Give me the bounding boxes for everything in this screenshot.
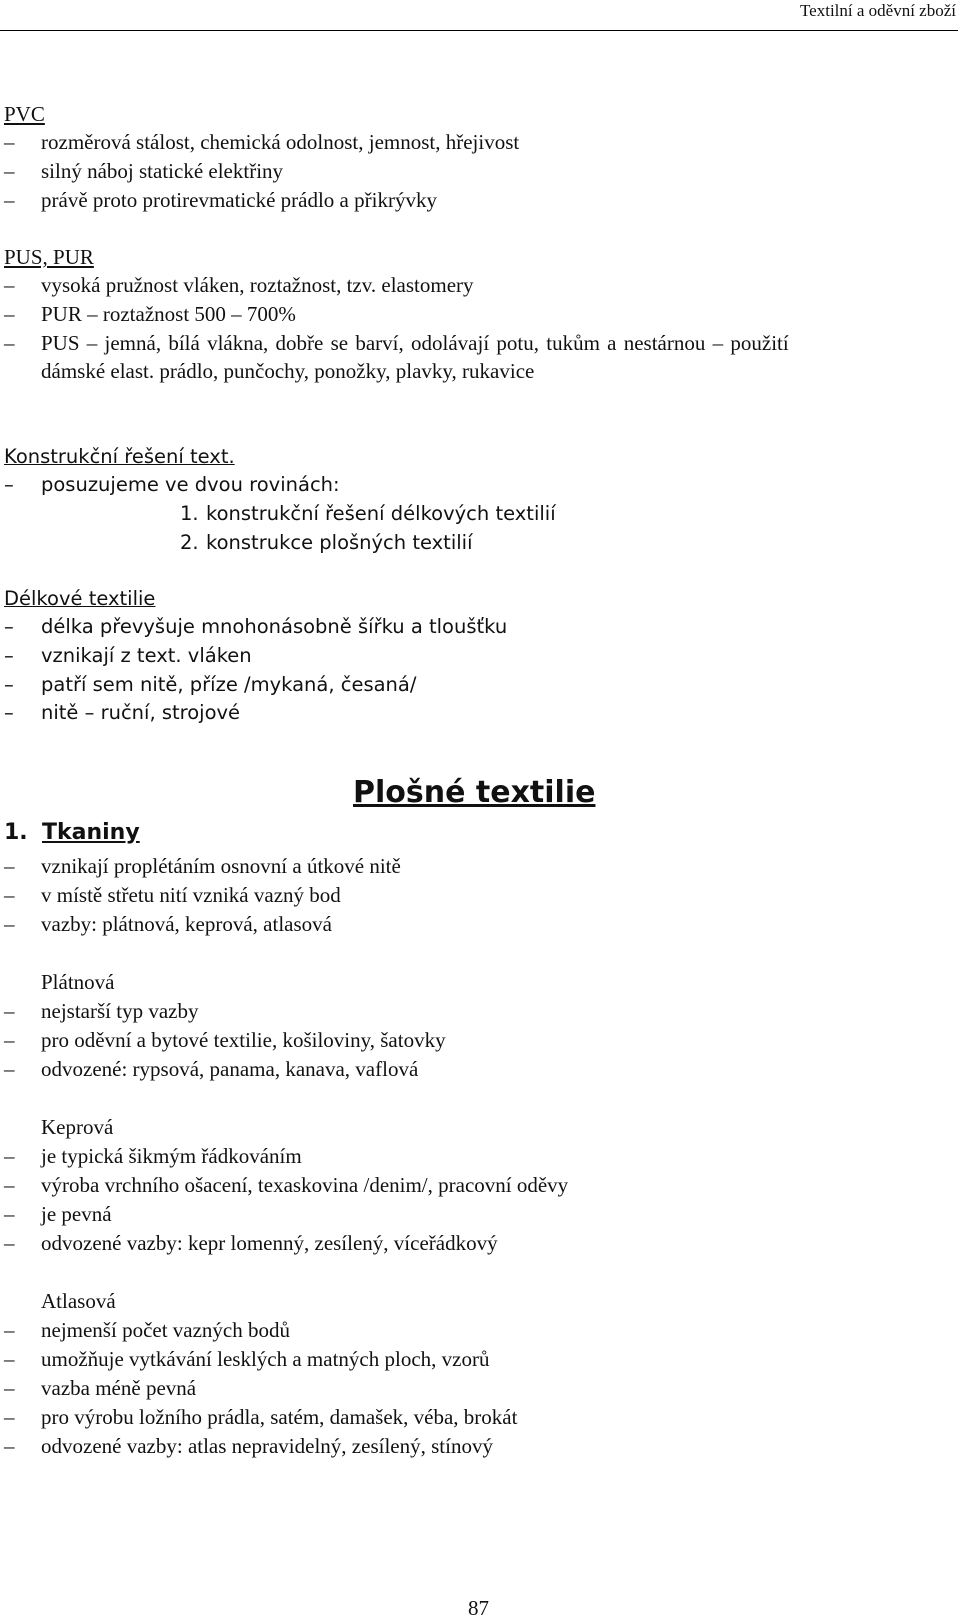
list-item-text: vazba méně pevná [41,1376,197,1400]
dash-bullet: – [4,130,15,154]
list-item-text: nejstarší typ vazby [41,999,199,1023]
dash-bullet: – [4,331,15,355]
list-item-text: pro výrobu ložního prádla, satém, damašek, véba, brokát [41,1405,518,1429]
header-title: Textilní a oděvní zboží [799,1,956,20]
list-item-text: posuzujeme ve dvou rovinách: [41,473,340,496]
list-item-text: PUS – jemná, bílá vlákna, dobře se barví, odolávají potu, tukům a nestárnou – použití [41,331,789,355]
dash-bullet: – [4,159,15,183]
list-item-text: nejmenší počet vazných bodů [41,1318,291,1342]
list-item-text: vznikají proplétáním osnovní a útkové nitě [41,854,401,878]
section-heading-konstrukce: Konstrukční řešení text. [4,445,235,468]
list-item-text: pro oděvní a bytové textilie, košiloviny, šatovky [41,1028,446,1052]
list-item-text: patří sem nitě, příze /mykaná, česaná/ [41,673,417,696]
tkaniny-number: 1. [4,820,28,845]
dash-bullet: – [4,473,14,496]
dash-bullet: – [4,1231,15,1255]
list-item-text: je pevná [41,1202,112,1226]
section-heading-delkove: Délkové textilie [4,587,156,610]
dash-bullet: – [4,188,15,212]
dash-bullet: – [4,912,15,936]
numbered-item-text: konstrukční řešení délkových textilií [206,502,556,525]
dash-bullet: – [4,883,15,907]
dash-bullet: – [4,854,15,878]
dash-bullet: – [4,1144,15,1168]
list-item-text: je typická šikmým řádkováním [41,1144,302,1168]
numbered-marker: 2. [180,531,199,554]
list-item-text: výroba vrchního ošacení, texaskovina /denim/, pracovní oděvy [41,1173,569,1197]
dash-bullet: – [4,1347,15,1371]
dash-bullet: – [4,999,15,1023]
dash-bullet: – [4,615,14,638]
section-heading-pus: PUS, PUR [4,245,94,269]
list-item-continuation: dámské elast. prádlo, punčochy, ponožky, plavky, rukavice [41,359,535,383]
dash-bullet: – [4,701,14,724]
dash-bullet: – [4,1028,15,1052]
list-item-text: odvozené: rypsová, panama, kanava, vaflová [41,1057,419,1081]
dash-bullet: – [4,673,14,696]
dash-bullet: – [4,1434,15,1458]
dash-bullet: – [4,644,14,667]
list-item-text: délka převyšuje mnohonásobně šířku a tloušťku [41,615,508,638]
list-item-text: silný náboj statické elektřiny [41,159,284,183]
list-item-text: PUR – roztažnost 500 – 700% [41,302,296,326]
subsection-heading-platnova: Plátnová [41,970,115,994]
list-item-text: odvozené vazby: atlas nepravidelný, zesílený, stínový [41,1434,493,1458]
numbered-item-text: konstrukce plošných textilií [206,531,473,554]
list-item-text: právě proto protirevmatické prádlo a přikrývky [41,188,437,212]
list-item-text: nitě – ruční, strojové [41,701,241,724]
subsection-heading-atlasova: Atlasová [41,1289,116,1313]
section-heading-pvc: PVC [4,102,45,126]
dash-bullet: – [4,273,15,297]
dash-bullet: – [4,1376,15,1400]
dash-bullet: – [4,1057,15,1081]
dash-bullet: – [4,302,15,326]
dash-bullet: – [4,1405,15,1429]
section-heading-tkaniny: Tkaniny [42,820,140,845]
list-item-text: vznikají z text. vláken [41,644,252,667]
list-item-text: v místě střetu nití vzniká vazný bod [41,883,341,907]
dash-bullet: – [4,1202,15,1226]
dash-bullet: – [4,1318,15,1342]
numbered-marker: 1. [180,502,199,525]
list-item-text: vazby: plátnová, keprová, atlasová [41,912,332,936]
list-item-text: umožňuje vytkávání lesklých a matných ploch, vzorů [41,1347,490,1371]
subsection-heading-keprova: Keprová [41,1115,114,1139]
list-item-text: odvozené vazby: kepr lomenný, zesílený, víceřádkový [41,1231,498,1255]
list-item-text: vysoká pružnost vláken, roztažnost, tzv. elastomery [41,273,474,297]
dash-bullet: – [4,1173,15,1197]
page-section-title: Plošné textilie [353,775,596,810]
page-number: 87 [468,1596,489,1620]
list-item-text: rozměrová stálost, chemická odolnost, jemnost, hřejivost [41,130,520,154]
page-header [0,0,958,31]
